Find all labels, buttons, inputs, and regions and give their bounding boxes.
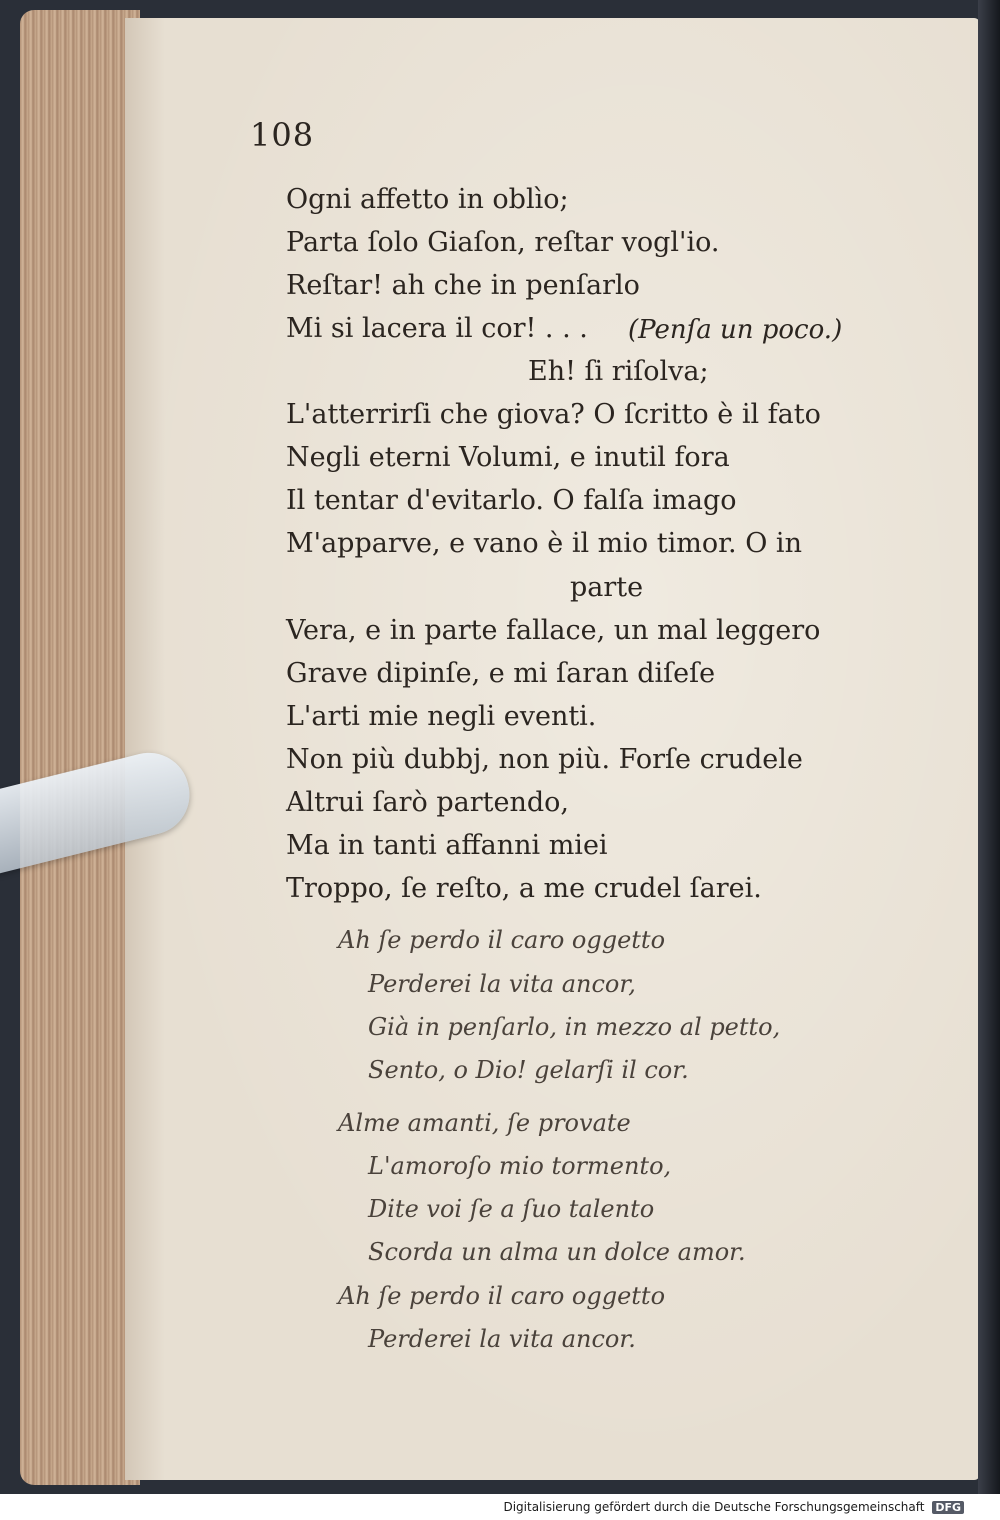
- page-number: 108: [250, 116, 315, 154]
- verse-line: L'atterrirſi che giova? O ſcritto è il fato: [286, 399, 821, 430]
- verse-line: Parta ſolo Giaſon, reſtar vogl'io.: [286, 227, 720, 258]
- aria-line: Ah ſe perdo il caro oggetto: [338, 926, 666, 954]
- verse-line: L'arti mie negli eventi.: [286, 701, 597, 732]
- stage-direction: (Penſa un poco.): [628, 315, 843, 345]
- verse-line: Altrui ſarò partendo,: [286, 787, 569, 818]
- verse-line: Grave dipinſe, e mi ſaran diſeſe: [286, 658, 716, 689]
- verse-line: Non più dubbj, non più. Forſe crudele: [286, 744, 803, 775]
- aria-line: Scorda un alma un dolce amor.: [368, 1238, 746, 1266]
- verse-line: M'apparve, e vano è il mio timor. O in: [286, 528, 802, 559]
- aria-line: Dite voi ſe a ſuo talento: [368, 1195, 655, 1223]
- credit-text: Digitalisierung gefördert durch die Deutsche Forschungsgemeinschaft: [503, 1500, 925, 1514]
- verse-line: Reſtar! ah che in penſarlo: [286, 270, 640, 301]
- aria-line: Alme amanti, ſe provate: [338, 1109, 631, 1137]
- aria-line: L'amoroſo mio tormento,: [368, 1152, 672, 1180]
- page-edges: [20, 10, 140, 1485]
- aria-line: Perderei la vita ancor,: [368, 970, 636, 998]
- aria-line: Ah ſe perdo il caro oggetto: [338, 1282, 666, 1310]
- verse-line: Il tentar d'evitarlo. O falſa imago: [286, 485, 737, 516]
- verse-line: Troppo, ſe reſto, a me crudel ſarei.: [286, 873, 762, 904]
- verse-line: parte: [570, 572, 644, 603]
- verse-line: Vera, e in parte fallace, un mal leggero: [286, 615, 821, 646]
- aria-line: Perderei la vita ancor.: [368, 1325, 636, 1353]
- verse-line: Negli eterni Volumi, e inutil fora: [286, 442, 730, 473]
- aria-line: Già in penſarlo, in mezzo al petto,: [368, 1013, 781, 1041]
- digitization-credit: [503, 1500, 964, 1514]
- verse-line: Eh! ſi riſolva;: [528, 356, 709, 387]
- verse-line: Ogni affetto in oblìo;: [286, 184, 569, 215]
- verse-line: Ma in tanti affanni miei: [286, 830, 608, 861]
- scan-background-strip: [978, 0, 1000, 1494]
- dfg-logo: DFG: [932, 1501, 964, 1514]
- aria-line: Sento, o Dio! gelarſi il cor.: [368, 1056, 689, 1084]
- verse-line: Mi si lacera il cor! . . .: [286, 313, 588, 344]
